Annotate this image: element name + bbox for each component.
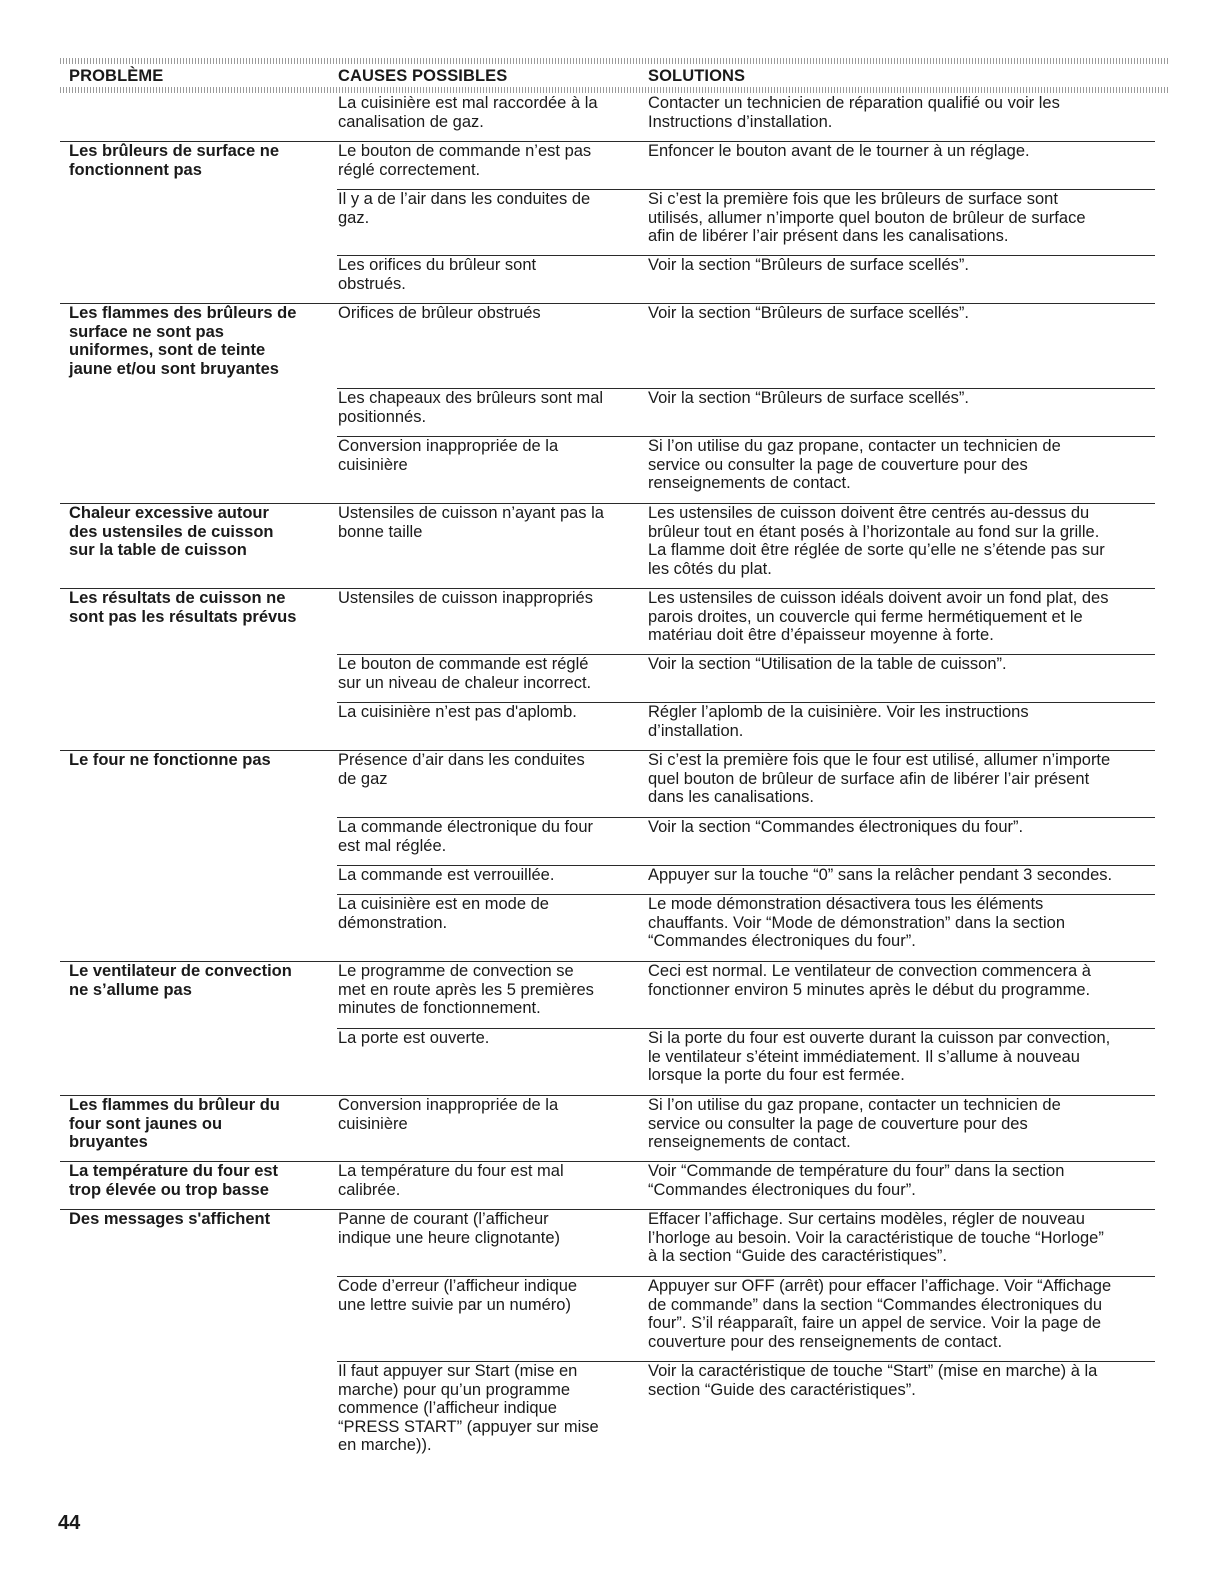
solution-cell: Les ustensiles de cuisson idéals doivent avoir un fond plat, des parois droites, un couvercle qui ferme hermétiquement et le matériau doit être d’épaisseur moyenne à forte. [648, 589, 1109, 645]
cause-cell: La commande électronique du four est mal réglée. [338, 818, 593, 855]
cause-cell: La cuisinière est mal raccordée à la canalisation de gaz. [338, 94, 598, 131]
header-probleme: PROBLÈME [69, 67, 164, 85]
table-header [60, 64, 1168, 87]
problem-cell: Les brûleurs de surface ne fonctionnent pas [69, 142, 279, 179]
table-row [60, 189, 1168, 255]
table-row [60, 388, 1168, 436]
table-row [60, 303, 1168, 388]
problem-cell: Les flammes des brûleurs de surface ne sont pas uniformes, sont de teinte jaune et/ou sont bruyantes [69, 304, 297, 378]
solution-cell: Si c’est la première fois que les brûleurs de surface sont utilisés, allumer n’importe quel bouton de brûleur de surface afin de libérer l’air présent dans les canalisations. [648, 190, 1086, 246]
cause-cell: La commande est verrouillée. [338, 866, 555, 884]
table-row [60, 817, 1168, 865]
solution-cell: Régler l’aplomb de la cuisinière. Voir les instructions d’installation. [648, 703, 1029, 740]
problem-cell [69, 436, 337, 503]
cause-cell: Le programme de convection se met en route après les 5 premières minutes de fonctionnement. [338, 962, 594, 1018]
cause-cell: Présence d’air dans les conduites de gaz [338, 751, 585, 788]
cause-cell: Conversion inappropriée de la cuisinière [338, 1096, 559, 1133]
table-row [60, 93, 1168, 141]
solution-cell: Voir la section “Utilisation de la table de cuisson”. [648, 655, 1007, 673]
table-row [60, 588, 1168, 654]
table-row [60, 255, 1168, 303]
table-row [60, 894, 1168, 961]
solution-cell: Voir la section “Brûleurs de surface scellés”. [648, 256, 969, 274]
cause-cell: Le bouton de commande est réglé sur un niveau de chaleur incorrect. [338, 655, 592, 692]
cause-cell: Les chapeaux des brûleurs sont mal positionnés. [338, 389, 604, 426]
cause-cell: Code d’erreur (l’afficheur indique une lettre suivie par un numéro) [338, 1277, 578, 1314]
solution-cell: Voir la section “Brûleurs de surface scellés”. [648, 389, 969, 407]
solution-cell: Voir la caractéristique de touche “Start” (mise en marche) à la section “Guide des caractéristiques”. [648, 1362, 1098, 1399]
table-body [60, 93, 1168, 1466]
table-row [60, 865, 1168, 894]
problem-cell: Les flammes du brûleur du four sont jaunes ou bruyantes [69, 1096, 280, 1152]
cause-cell: La cuisinière est en mode de démonstration. [338, 895, 549, 932]
solution-cell: Si l’on utilise du gaz propane, contacter un technicien de service ou consulter la page de couverture pour des renseignements de contact. [648, 437, 1061, 493]
problem-cell [69, 702, 337, 750]
cause-cell: Panne de courant (l’afficheur indique une heure clignotante) [338, 1210, 561, 1247]
cause-cell: La porte est ouverte. [338, 1029, 490, 1047]
solution-cell: Enfoncer le bouton avant de le tourner à un réglage. [648, 142, 1030, 160]
header-solutions: SOLUTIONS [648, 67, 746, 85]
troubleshooting-table [60, 58, 1168, 1466]
table-row [60, 436, 1168, 503]
table-row [60, 1095, 1168, 1161]
solution-cell: Appuyer sur OFF (arrêt) pour effacer l’affichage. Voir “Affichage de commande” dans la section “Commandes électroniques du four”. S’il réapparaît, faire un appel de service. Voir la page de couverture pour des renseignements de contact. [648, 1277, 1112, 1351]
problem-cell [69, 865, 337, 894]
table-row [60, 1361, 1168, 1466]
problem-cell [69, 1276, 337, 1361]
solution-cell: Si la porte du four est ouverte durant la cuisson par convection, le ventilateur s’éteint immédiatement. Il s’allume à nouveau lorsque la porte du four est fermée. [648, 1029, 1111, 1085]
table-row [60, 141, 1168, 189]
cause-cell: Les orifices du brûleur sont obstrués. [338, 256, 537, 293]
problem-cell [69, 1361, 337, 1466]
cause-cell: La cuisinière n’est pas d'aplomb. [338, 703, 577, 721]
cause-cell: La température du four est mal calibrée. [338, 1162, 564, 1199]
problem-cell [69, 1028, 337, 1095]
cause-cell: Ustensiles de cuisson inappropriés [338, 589, 593, 607]
problem-cell [69, 817, 337, 865]
problem-cell: Le ventilateur de convection ne s’allume pas [69, 962, 292, 999]
problem-cell: Les résultats de cuisson ne sont pas les résultats prévus [69, 589, 297, 626]
cause-cell: Le bouton de commande n’est pas réglé correctement. [338, 142, 592, 179]
solution-cell: Contacter un technicien de réparation qualifié ou voir les Instructions d’installation. [648, 94, 1060, 131]
problem-cell [69, 93, 337, 141]
solution-cell: Ceci est normal. Le ventilateur de convection commencera à fonctionner environ 5 minutes après le début du programme. [648, 962, 1091, 999]
solution-cell: Voir “Commande de température du four” dans la section “Commandes électroniques du four”. [648, 1162, 1065, 1199]
solution-cell: Effacer l’affichage. Sur certains modèles, régler de nouveau l’horloge au besoin. Voir la caractéristique de touche “Horloge” à la section “Guide des caractéristiques”. [648, 1210, 1104, 1266]
solution-cell: Si l’on utilise du gaz propane, contacter un technicien de service ou consulter la page de couverture pour des renseignements de contact. [648, 1096, 1061, 1152]
solution-cell: Si c’est la première fois que le four est utilisé, allumer n’importe quel bouton de brûleur de surface afin de libérer l’air présent dans les canalisations. [648, 751, 1111, 807]
cause-cell: Orifices de brûleur obstrués [338, 304, 541, 322]
table-row [60, 750, 1168, 817]
solution-cell: Les ustensiles de cuisson doivent être centrés au-dessus du brûleur tout en étant posés à l’horizontale au fond sur la grille. La flamme doit être réglée de sorte qu’elle ne s’étende pas sur les côtés du plat. [648, 504, 1105, 578]
cause-cell: Il faut appuyer sur Start (mise en marche) pour qu’un programme commence (l’afficheur indique “PRESS START” (appuyer sur mise en marche)). [338, 1362, 599, 1455]
solution-cell: Voir la section “Brûleurs de surface scellés”. [648, 304, 969, 322]
table-row [60, 503, 1168, 588]
problem-cell [69, 388, 337, 436]
problem-cell: La température du four est trop élevée ou trop basse [69, 1162, 279, 1199]
problem-cell: Chaleur excessive autour des ustensiles de cuisson sur la table de cuisson [69, 504, 274, 560]
table-row [60, 1276, 1168, 1361]
table-row [60, 1028, 1168, 1095]
cause-cell: Il y a de l’air dans les conduites de gaz. [338, 190, 591, 227]
cause-cell: Ustensiles de cuisson n’ayant pas la bonne taille [338, 504, 604, 541]
table-row [60, 702, 1168, 750]
problem-cell: Le four ne fonctionne pas [69, 751, 271, 769]
solution-cell: Le mode démonstration désactivera tous les éléments chauffants. Voir “Mode de démonstration” dans la section “Commandes électroniques du four”. [648, 895, 1066, 951]
table-row [60, 1161, 1168, 1209]
problem-cell [69, 189, 337, 255]
problem-cell [69, 894, 337, 961]
table-row [60, 961, 1168, 1028]
solution-cell: Voir la section “Commandes électroniques du four”. [648, 818, 1024, 836]
table-row [60, 1209, 1168, 1276]
cause-cell: Conversion inappropriée de la cuisinière [338, 437, 559, 474]
problem-cell [69, 654, 337, 702]
problem-cell [69, 255, 337, 303]
page-number: 44 [58, 1512, 81, 1534]
problem-cell: Des messages s'affichent [69, 1210, 271, 1228]
header-causes: CAUSES POSSIBLES [338, 67, 508, 85]
table-row [60, 654, 1168, 702]
solution-cell: Appuyer sur la touche “0” sans la relâcher pendant 3 secondes. [648, 866, 1113, 884]
